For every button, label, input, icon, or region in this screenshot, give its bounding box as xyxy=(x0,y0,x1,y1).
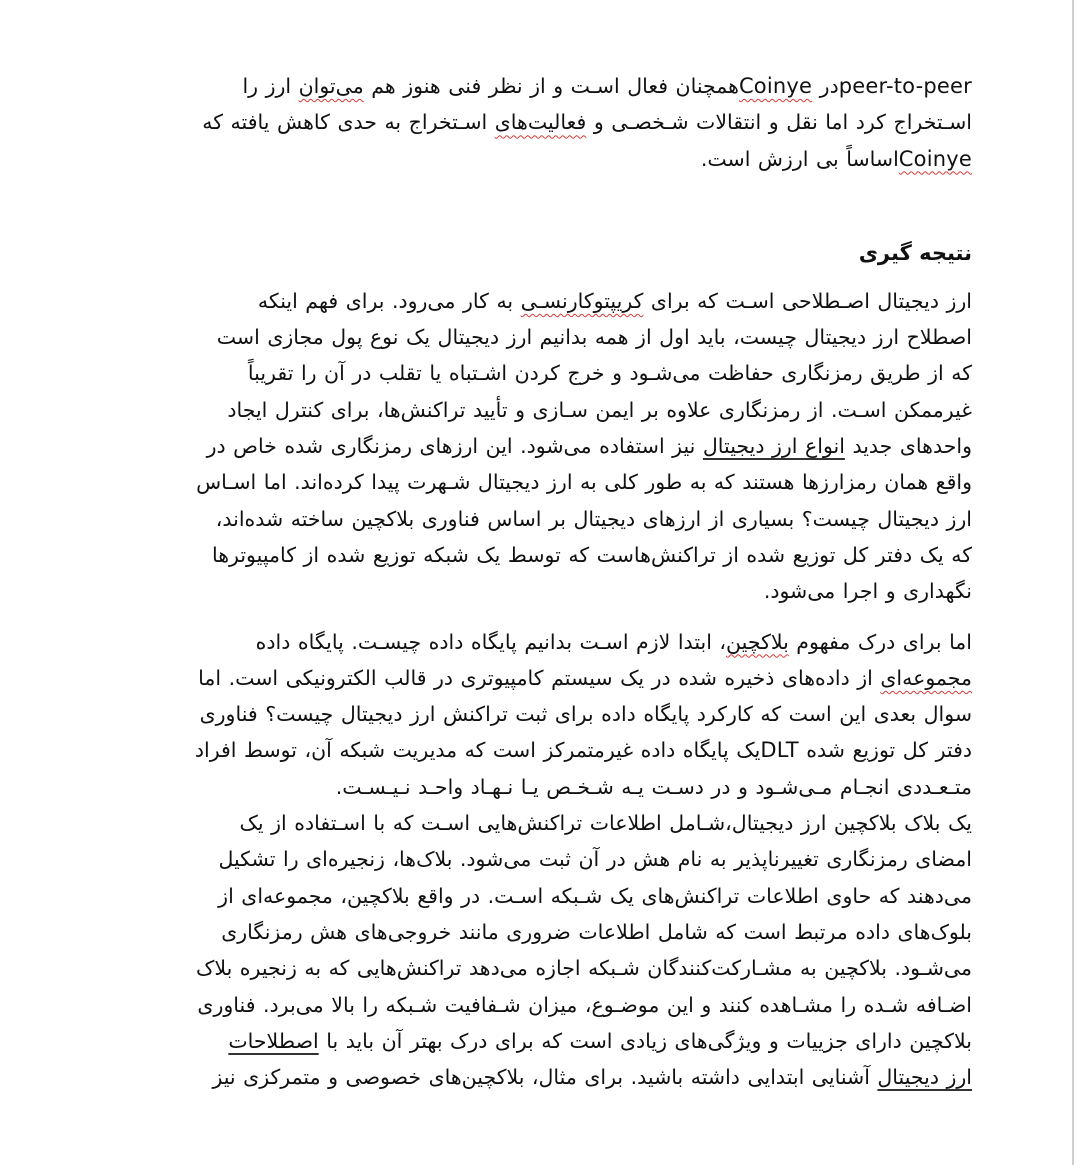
p2-line xyxy=(106,732,972,768)
p2-line xyxy=(106,660,972,696)
p1-line xyxy=(106,428,972,464)
paragraph-1[interactable] xyxy=(106,283,972,610)
p2-text: بلاکچین دارای جزییات و ویژگی‌های زیادی است که برای درک بهتر آن باید با xyxy=(318,1028,972,1053)
spellcheck-word: مجموعه‌ای xyxy=(880,665,972,690)
intro-line-3 xyxy=(106,141,972,177)
p2-text: اما برای درک مفهوم xyxy=(788,629,972,654)
p1-text: واحدهای جدید xyxy=(844,434,972,459)
document-body[interactable] xyxy=(106,68,972,1095)
p2-line: بلوک‌های داده مرتبط است که شامل اطلاعات ضروری مانند خروجی‌های هش رمزنگاری xyxy=(221,919,972,944)
p2-line xyxy=(106,624,972,660)
p2-text: ، ابتدا لازم اسـت بدانیم پایگاه داده چیسـت. پایگاه داده xyxy=(255,629,727,654)
p1-line: ارز دیجیتال چیست؟ بسیاری از ارزهای دیجیتال بر اساس فناوری بلاکچین ساخته شده‌اند، xyxy=(215,506,972,531)
intro-text: اساساً بی ارزش است. xyxy=(700,146,899,171)
section-heading: نتیجه گیری xyxy=(858,240,972,265)
page-edge-divider xyxy=(1072,0,1074,1165)
intro-text: اسـتخراج به حدی کاهش یافته که xyxy=(202,110,495,135)
p1-text: ارز دیجیتال اصـطلاحی اسـت که برای xyxy=(643,288,972,313)
paragraph-gap xyxy=(106,610,972,624)
coin-name-spellcheck: Coinye xyxy=(738,74,813,98)
p2-line xyxy=(106,1059,972,1095)
paragraph-2[interactable] xyxy=(106,624,972,1096)
p2-line: اضـافه شـده را مشـاهده کنند و این موضـوع، میزان شـفافیت شـبکه را بالا می‌برد. فناوری xyxy=(197,992,972,1017)
p2-line: می‌دهند که حاوی اطلاعات تراکنش‌های یک شـبکه اسـت. در واقع بلاکچین، مجموعه‌ای از xyxy=(218,883,972,908)
p2-line: امضای رمزنگاری تغییرناپذیر به نام هش در آن ثبت می‌شود. بلاک‌ها، زنجیره‌ای را تشکیل xyxy=(218,847,972,872)
p1-line: که از طریق رمزنگاری حفاظت می‌شـود و خرج کردن اشـتباه یا تقلب در آن را تقریباً xyxy=(247,361,972,386)
p2-line: سوال بعدی این است که کارکرد پایگاه داده برای ثبت تراکنش ارز دیجیتال چیست؟ فناوری xyxy=(199,702,972,727)
intro-line-1 xyxy=(106,68,972,104)
spellcheck-word: فعالیت‌های xyxy=(494,110,587,135)
intro-text: همچنان فعال اسـت و از نظر فنی هنوز هم xyxy=(363,74,739,98)
p1-line: غیرممکن اسـت. از رمزنگاری علاوه بر ایمن سـازی و تأیید تراکنش‌ها، برای کنترل ایجاد xyxy=(227,397,972,422)
intro-text: اسـتخراج کرد اما نقل و انتقالات شـخصـی و xyxy=(586,110,972,135)
p2-text: آشنایی ابتدایی داشته باشید. برای مثال، بلاکچین‌های خصوصی و متمرکزی نیز xyxy=(212,1065,878,1090)
intro-paragraph[interactable] xyxy=(106,68,972,177)
p1-line: نگهداری و اجرا می‌شود. xyxy=(763,579,972,604)
p1-line: اصطلاح ارز دیجیتال چیست، باید اول از همه بدانیم ارز دیجیتال یک نوع پول مجازی است xyxy=(216,325,972,350)
p1-line: که یک دفتر کل توزیع شده از تراکنش‌هاست که توسط یک شبکه توزیع شده از کامپیوترها xyxy=(211,542,972,567)
latin-term-dlt: DLT xyxy=(760,738,799,763)
link-estelahat[interactable]: اصطلاحات xyxy=(228,1028,319,1053)
p2-line xyxy=(106,1023,972,1059)
p2-text: یک پایگاه داده غیرمتمرکز است که مدیریت شبکه آن، توسط افراد xyxy=(194,738,761,763)
p1-line: واقع همان رمزارزها هستند که به طور کلی به ارز دیجیتال شـهرت پیدا کرده‌اند. اما اسـاس xyxy=(196,470,972,495)
p1-text: نیز استفاده می‌شود. این ارزهای رمزنگاری شده خاص در xyxy=(206,434,703,459)
intro-word: در xyxy=(819,74,839,98)
intro-line-2 xyxy=(106,104,972,140)
p2-line: متـعـددی انجـام مـی‌شـود و در دسـت یـه شـخـص یـا نـهـاد واحـد نـیـسـت. xyxy=(335,774,972,799)
p2-text: از داده‌های ذخیره شده در یک سیستم کامپیوتری در قالب الکترونیکی است. اما xyxy=(198,665,881,690)
spellcheck-word: کریپتوکارنسـی xyxy=(520,288,644,313)
spellcheck-word: بلاکچین xyxy=(726,629,789,654)
link-anvae-arz-digital[interactable]: انواع ارز دیجیتال xyxy=(702,434,845,459)
p1-line xyxy=(106,283,972,319)
latin-term-p2p: peer-to-peer xyxy=(838,74,972,98)
p2-text: دفتر کل توزیع شده xyxy=(798,738,972,763)
spellcheck-word: می‌توان xyxy=(298,74,364,98)
p1-text: به کار می‌رود. برای فهم اینکه xyxy=(257,288,521,313)
coin-name-spellcheck: Coinye xyxy=(898,146,972,171)
p2-line: یک بلاک بلاکچین ارز دیجیتال،شـامل اطلاعات تراکنش‌هایی اسـت که با اسـتفاده از یک xyxy=(239,811,972,836)
intro-text: ارز را xyxy=(242,74,299,98)
p2-line: می‌شـود. بلاکچین به مشـارکت‌کنندگان شـبکه اجازه می‌دهد تراکنش‌هایی که به زنجیره بلاک xyxy=(196,956,972,981)
link-arz-digital[interactable]: ارز دیجیتال xyxy=(877,1065,972,1090)
